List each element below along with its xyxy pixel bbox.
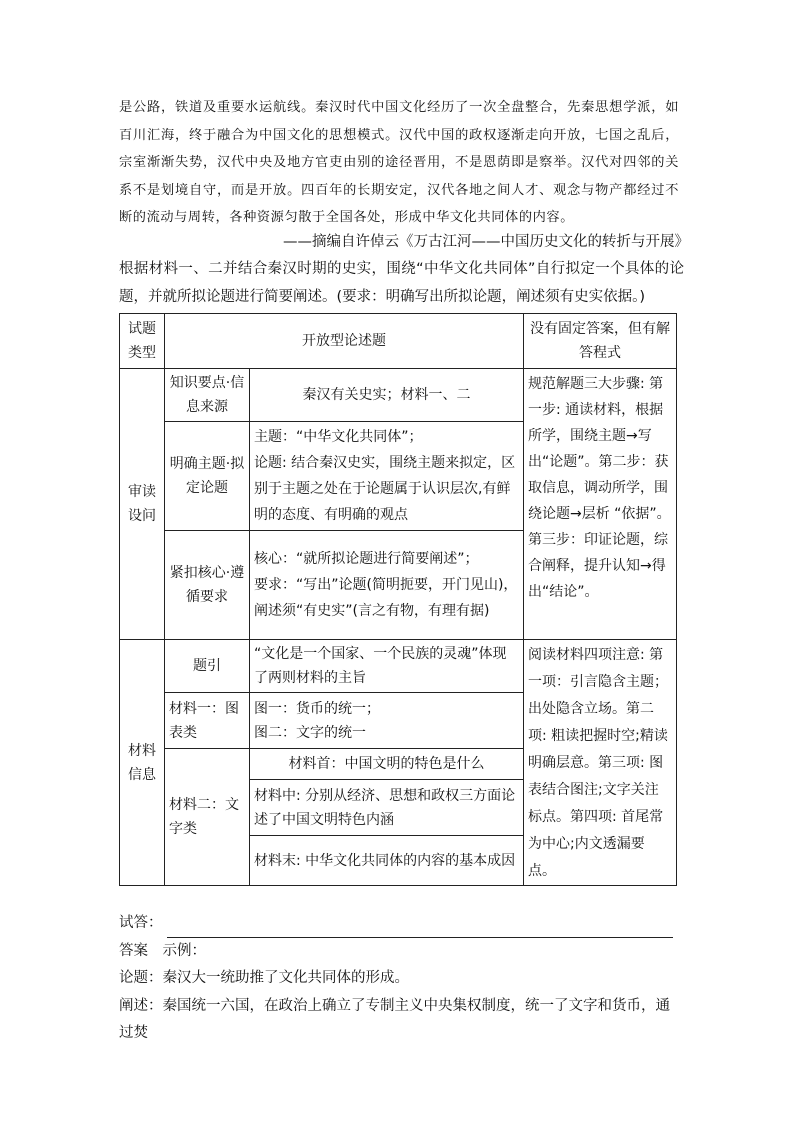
header-note: 没有固定答案，但有解答程式 (524, 314, 677, 369)
review-content-2a: 主题：“中华文化共同体”； (254, 429, 423, 445)
material-1-label: 材料一：图表类 (165, 693, 250, 749)
answer-section (119, 910, 684, 1048)
intro-label: 题引 (165, 640, 250, 693)
material-passage (119, 94, 679, 232)
review-content-2 (250, 422, 524, 531)
material-1a: 图一：货币的统一； (254, 700, 380, 717)
header-type: 试题类型 (120, 314, 165, 369)
answer-thesis: 论题：秦汉大一统助推了文化共同体的形成。 (119, 970, 409, 986)
review-label: 审读设问 (120, 369, 165, 640)
review-content-2b: 论题: 结合秦汉史实，围绕主题来拟定，区别于主题之处在于论题属于认识层次,有鲜明的态度、有明确的观点 (254, 455, 516, 523)
passage-source: ——摘编自许倬云《万古江河——中国历史文化的转折与开展》 (283, 234, 689, 250)
answer-blank[interactable] (167, 919, 673, 938)
intro-content: “文化是一个国家、一个民族的灵魂”体现了两则材料的主旨 (250, 640, 524, 693)
review-steps: 规范解题三大步骤: 第一步: 通读材料，根据所学，围绕主题→写出“论题”。第二步：获取信息，调动所学，围绕论题→层析 “依据”。第三步：印证论题，综合阐释，提升认知→得出“结论”。 (524, 369, 677, 640)
material-1-content (250, 693, 524, 749)
answer-label: 答案 示例： (119, 942, 206, 959)
material-2c: 材料末: 中华文化共同体的内容的基本成因 (250, 836, 524, 886)
review-sub-3: 紧扣核心·遵循要求 (165, 531, 250, 640)
review-sub-1: 知识要点·信息来源 (165, 369, 250, 422)
material-1b: 图二：文字的统一 (254, 724, 366, 741)
review-content-3b: 要求：“写出”论题(简明扼要，开门见山)，阐述须“有史实”(言之有物，有理有据) (254, 577, 518, 619)
review-content-3 (250, 531, 524, 640)
review-content-1: 秦汉有关史实；材料一、二 (250, 369, 524, 422)
review-content-3a: 核心：“就所拟论题进行简要阐述”； (254, 551, 479, 567)
material-2a: 材料首：中国文明的特色是什么 (250, 749, 524, 780)
reading-notes: 阅读材料四项注意: 第一项：引言隐含主题；出处隐含立场。第二项: 粗读把握时空;精读明确层意。第三项: 图表结合图注;文字关注标点。第四项: 首尾常为中心;内文透漏要点。 (524, 640, 677, 886)
material-label: 材料信息 (120, 640, 165, 886)
try-line (119, 910, 684, 938)
material-2-label: 材料二：文字类 (165, 749, 250, 886)
review-sub-2: 明确主题·拟定论题 (165, 422, 250, 531)
material-2b: 材料中: 分别从经济、思想和政权三方面论述了中国文明特色内涵 (250, 780, 524, 836)
question-text: 根据材料一、二并结合秦汉时期的史实，围绕“中华文化共同体”自行拟定一个具体的论题，并就所拟论题进行简要阐述。(要求：明确写出所拟论题，阐述须有史实依据。) (119, 261, 684, 305)
passage-text: 是公路，铁道及重要水运航线。秦汉时代中国文化经历了一次全盘整合，先秦思想学派，如百川汇海，终于融合为中国文化的思想模式。汉代中国的政权逐渐走向开放，七国之乱后，宗室渐渐失势，汉代中央及地方官吏由别的途径晋用，不是恩荫即是察举。汉代对四邻的关系不是划境自守，而是开放。四百年的长期安定，汉代各地之间人才、观念与物产都经过不断的流动与周转，各种资源匀散于全国各处，形成中华文化共同体的内容。 (119, 100, 679, 226)
analysis-table (119, 313, 677, 886)
try-label: 试答： (119, 915, 163, 931)
answer-elaboration: 阐述：秦国统一六国，在政治上确立了专制主义中央集权制度，统一了文字和货币，通过焚 (119, 997, 670, 1041)
header-name: 开放型论述题 (165, 314, 524, 369)
